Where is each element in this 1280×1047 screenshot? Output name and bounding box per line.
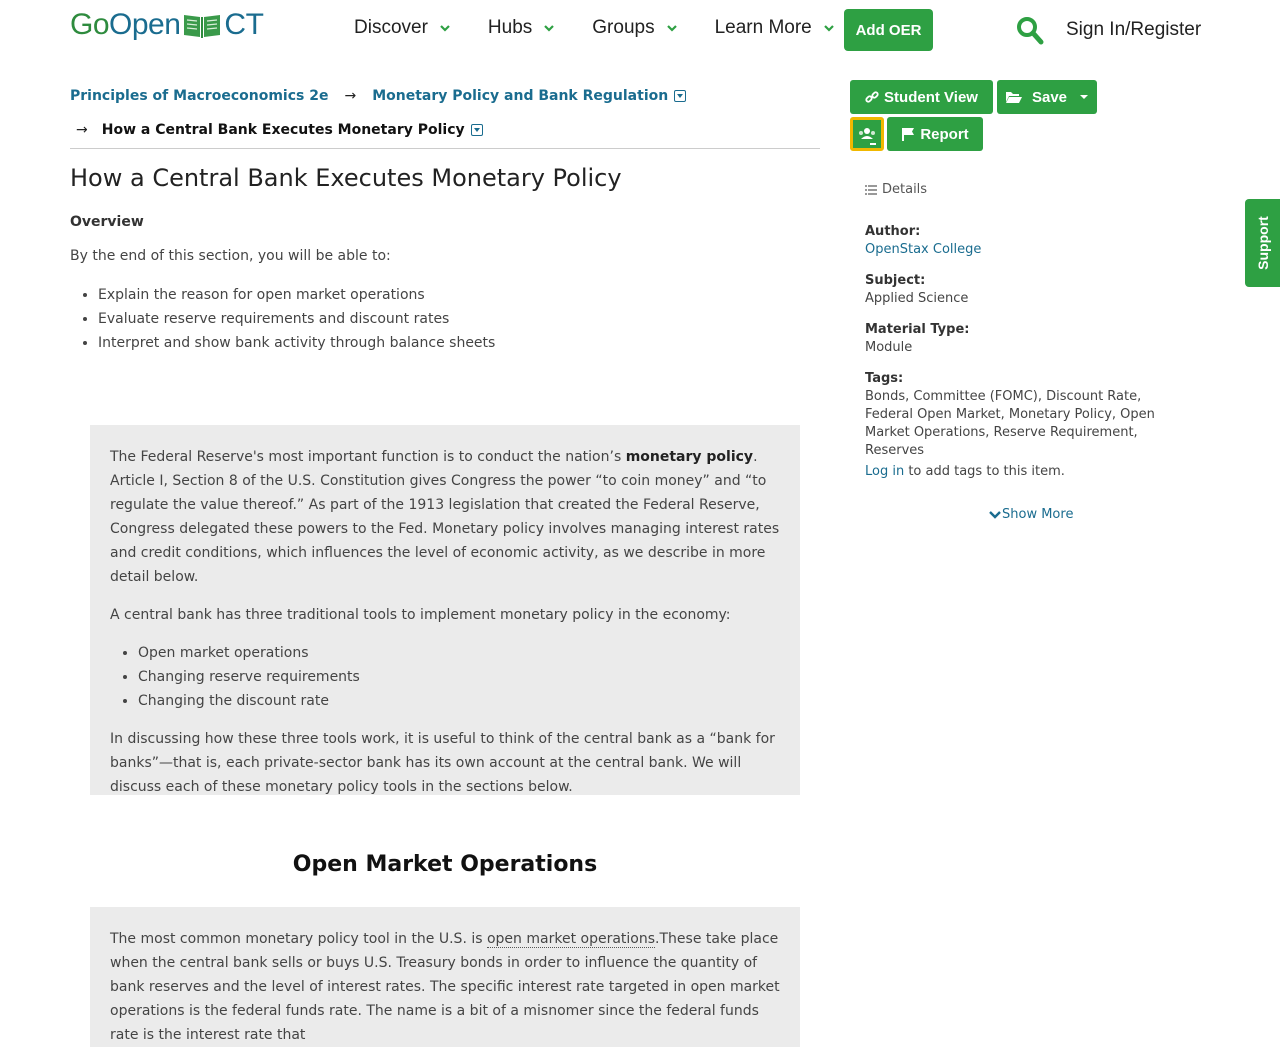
- breadcrumb: [70, 86, 820, 149]
- support-tab[interactable]: Support: [1245, 199, 1280, 287]
- list-item: • Changing the discount rate: [138, 689, 780, 713]
- section-heading: Open Market Operations: [292, 852, 598, 877]
- chevron-down-icon: [824, 23, 834, 33]
- list-icon: [865, 185, 877, 195]
- paragraph: The Federal Reserve's most important function is to conduct the nation’s monetary policy. Article I, Section 8 of the U.S. Constitution gives Congress the power “to coin money” and “to regulate the value thereof.” As part of the 1913 legislation that created the Federal Reserve, Congress delegated these powers to the Fed. Monetary policy involves managing interest rates and credit conditions, which influences the level of economic activity, as we describe in more detail below.: [110, 449, 780, 585]
- nav-discover[interactable]: Discover: [354, 17, 450, 39]
- glossary-term[interactable]: open market operations: [486, 931, 656, 947]
- add-oer-button[interactable]: Add OER: [844, 9, 933, 51]
- search-icon[interactable]: [1016, 15, 1044, 45]
- chevron-down-icon: [989, 510, 1001, 520]
- list-item: • Evaluate reserve requirements and discount rates: [98, 310, 495, 334]
- meta-label: Material Type:: [865, 322, 970, 337]
- goopenct-logo[interactable]: Go Open CT: [70, 8, 264, 41]
- author-link[interactable]: OpenStax College: [865, 242, 982, 257]
- breadcrumb-arrow: →: [76, 122, 88, 138]
- meta-material-type: [865, 321, 969, 357]
- breadcrumb-current: How a Central Bank Executes Monetary Policy: [101, 122, 465, 138]
- nav-learn-more[interactable]: Learn More: [715, 17, 834, 39]
- book-icon: [182, 11, 222, 39]
- nav-groups[interactable]: Groups: [592, 17, 676, 39]
- meta-label: Subject:: [865, 273, 926, 288]
- paragraph: A central bank has three traditional tools to implement monetary policy in the economy:: [110, 607, 731, 623]
- details-tab[interactable]: Details: [865, 182, 927, 197]
- content-box-intro: [90, 425, 800, 795]
- meta-tags: [865, 370, 1175, 460]
- overview-heading: Overview: [70, 214, 144, 230]
- log-in-link[interactable]: Log in: [865, 464, 905, 479]
- sign-in-link[interactable]: Sign In/Register: [1066, 19, 1202, 40]
- nav-hubs[interactable]: Hubs: [488, 17, 554, 39]
- flag-icon: [901, 127, 915, 141]
- main-nav: [354, 17, 872, 39]
- page-title: How a Central Bank Executes Monetary Policy: [70, 164, 622, 192]
- meta-label: Author:: [865, 224, 921, 239]
- site-header: [0, 0, 1280, 62]
- meta-value: Module: [865, 340, 913, 355]
- login-note: Log in to add tags to this item.: [865, 464, 1065, 479]
- dropdown-toggle-icon[interactable]: [471, 124, 483, 136]
- meta-label: Tags:: [865, 371, 904, 386]
- folder-open-icon: [1005, 90, 1023, 104]
- chevron-down-icon: [440, 23, 450, 33]
- paragraph: In discussing how these three tools work, it is useful to think of the central bank as a “bank for banks”—that is, each private-sector bank has its own account at the central bank. We will discuss each of these monetary policy tools in the sections below.: [110, 731, 775, 795]
- link-icon: [865, 90, 879, 104]
- tools-list: [138, 641, 780, 713]
- tags-list: Bonds, Committee (FOMC), Discount Rate, Federal Open Market, Monetary Policy, Open Market Operations, Reserve Requirement, Reserves: [865, 389, 1155, 458]
- google-classroom-button[interactable]: [850, 117, 884, 151]
- breadcrumb-item-book[interactable]: Principles of Macroeconomics 2e: [70, 88, 329, 104]
- show-more-link[interactable]: Show More: [989, 507, 1073, 522]
- meta-author: [865, 223, 981, 259]
- breadcrumb-arrow: →: [344, 88, 357, 104]
- learning-objectives: [98, 286, 495, 358]
- list-item: • Open market operations: [138, 641, 780, 665]
- list-item: • Changing reserve requirements: [138, 665, 780, 689]
- chevron-down-icon: [667, 23, 677, 33]
- meta-value: Applied Science: [865, 291, 969, 306]
- meta-subject: [865, 272, 968, 308]
- google-classroom-icon: [853, 120, 881, 148]
- list-item: • Interpret and show bank activity through balance sheets: [98, 334, 495, 358]
- caret-down-icon: [1079, 93, 1089, 101]
- list-item: • Explain the reason for open market operations: [98, 286, 495, 310]
- report-button[interactable]: Report: [887, 117, 983, 151]
- breadcrumb-item-chapter[interactable]: Monetary Policy and Bank Regulation: [372, 88, 669, 104]
- dropdown-toggle-icon[interactable]: [674, 90, 686, 102]
- chevron-down-icon: [544, 23, 554, 33]
- save-button[interactable]: Save: [997, 80, 1097, 114]
- key-term: monetary policy: [625, 449, 754, 465]
- content-box-open-market: [90, 907, 800, 1047]
- paragraph: The most common monetary policy tool in the U.S. is open market operations.These take place when the central bank sells or buys U.S. Treasury bonds in order to influence the quantity of bank reserves and the level of interest rates. The specific interest rate targeted in open market operations is the federal funds rate. The name is a bit of a misnomer since the federal funds rate is the interest rate that: [110, 931, 780, 1043]
- intro-text: By the end of this section, you will be able to:: [70, 248, 391, 264]
- student-view-button[interactable]: Student View: [850, 80, 993, 114]
